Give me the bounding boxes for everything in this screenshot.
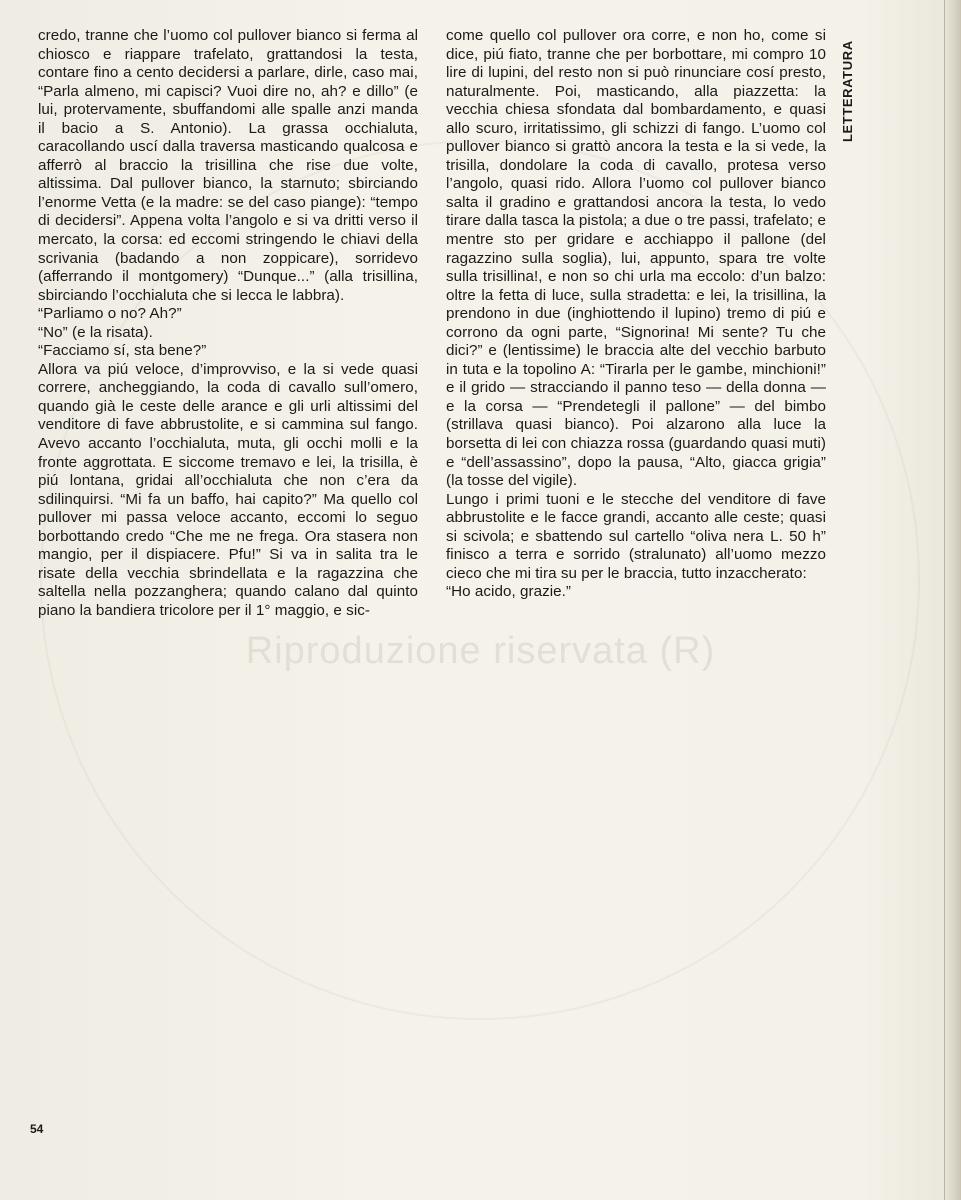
right-column-text: come quello col pullover ora corre, e non ho, come si dice, piú fiato, tranne che per borbottare, mi compro 10 lire di lupini, del resto non si può rinunciare cosí presto, naturalmente. Poi, masticando, alla piazzetta: la vecchia chiesa sfondata dal bombardamento, e quasi allo scuro, irritatissimo, gli schizzi di fango. L’uomo col pullover bianco si grattò ancora la testa e la si vede, la trisilla, dondolare la coda di cavallo, protesa verso l’angolo, quasi rido. Allora l’uomo col pullover bianco salta il gradino e grattandosi ancora la testa, lo vedo tirare dalla tasca la pistola; a due o tre passi, trafelato; e mentre sto per gridare e acchiappo il pallone (del ragazzino sulla soglia), lui, appunto, spara tre volte sulla trisillina!, e non so chi urla ma eccolo: d’un balzo: oltre la fetta di luce, sulla stradetta: e lei, la trisillina, la prendono in due (inghiottendo il lupino) tremo di piú e corrono da ogni parte, “Signorina! Mi sente? Tu che dici?” e (lentissime) le braccia alte del vecchio barbuto in tuta e la topolino A: “Tirarla per le gambe, minchioni!” e il grido — stracciando il panno teso — della donna — e la corsa — “Prendetegli il pallone” — del bimbo (strillava quasi bianco). Poi alzarono alla luce la borsetta di lei con chiazza rossa (guardando quasi muti) e “dell’assassino”, dopo la pausa, “Alto, giacca grigia” (la tosse del vigile). Lungo i primi tuoni e le stecche del venditore di fave abbrustolite e le facce grandi, accanto alle ceste; quasi si scivola; e sbattendo sul cartello “oliva nera L. 50 h” finisco a terra e sorrido (stralunato) all’uomo mezzo cieco che mi tira su per le braccia, tutto inzaccherato: “Ho acido, grazie.” <box>446 27 826 601</box>
page-number: 54 <box>30 1122 44 1136</box>
page-edge <box>944 0 961 1200</box>
left-column-text: credo, tranne che l’uomo col pullover bianco si ferma al chiosco e riappare trafelato, grattandosi la testa, contare fino a cento decidersi a parlare, dirle, caso mai, “Parla almeno, mi capisci? Vuoi dire no, ah? e dillo” (e lui, protervamente, sbuffandomi alle spalle anzi manda il bacio a S. Antonio). La grassa occhialuta, caracollando uscí dalla traversa masticando qualcosa e afferrò al braccio la trisillina che rise due volte, altissima. Dal pullover bianco, la starnuto; sbirciando l’enorme Vetta (e la madre: se del caso piange): “tempo di decidersi”. Appena volta l’angolo e si va dritti verso il mercato, la corsa: ed eccomi stringendo le chiavi della scrivania (badando a non zoppicare), sorridevo (afferrando il montgomery) “Dunque...” (alla trisillina, sbirciando l’occhialuta che si lecca le labbra). “Parliamo o no? Ah?” “No” (e la risata). “Facciamo sí, sta bene?” Allora va piú veloce, d’improvviso, e la si vede quasi correre, ancheggiando, la coda di cavallo sull’omero, quando già le ceste delle arance e gli urli altissimi del venditore di fave abbrustolite, e si cammina sul fango. Avevo accanto l’occhialuta, muta, gli occhi molli e la fronte aggrottata. E siccome tremavo e lei, la trisilla, è piú lontana, gridai all’occhialuta che non c’era da sdilinquirsi. “Mi fa un baffo, hai capito?” Ma quello col pullover mi passa veloce accanto, eccomi lo seguo borbottando credo “Che me ne frega. Ora stasera non mangio, per il dispiacere. Pfu!” Si va in salita tra le risate della vecchia sbrindellata e la ragazzina che saltella nella pozzanghera; quando calano dal quinto piano la bandiera tricolore per il 1° maggio, e sic- <box>38 27 418 619</box>
section-label: LETTERATURA <box>840 40 855 142</box>
watermark-text: Riproduzione riservata (R) <box>245 630 716 672</box>
left-text-column <box>38 27 418 621</box>
right-text-column <box>446 27 826 602</box>
